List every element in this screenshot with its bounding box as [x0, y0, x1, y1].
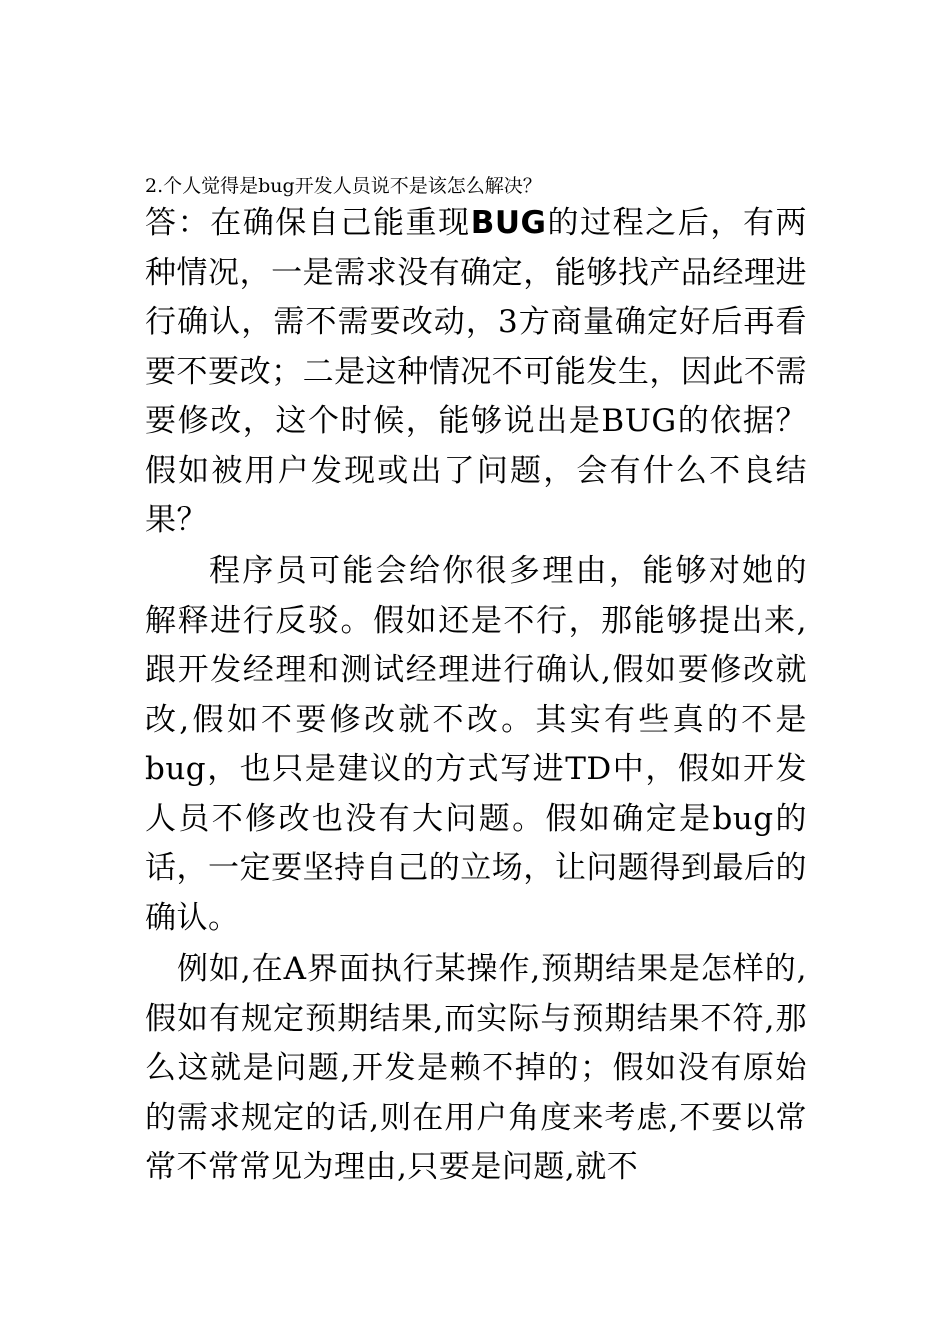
answer-rest: 的过程之后，有两种情况，一是需求没有确定，能够找产品经理进行确认，需不需要改动，3方商量确定好后再看要不要改；二是这种情况不可能发生，因此不需要修改，这个时候，能够说出是BUG的依据？假如被用户发现或出了问题，会有什么不良结果？	[145, 205, 808, 538]
bug-token: BUG	[470, 205, 547, 241]
answer-paragraph	[145, 199, 807, 546]
answer-prefix: 答：在确保自己能重现	[145, 205, 471, 241]
body-paragraph-3: 例如,在A界面执行某操作,预期结果是怎样的,假如有规定预期结果,而实际与预期结果不符,那么这就是问题,开发是赖不掉的；假如没有原始的需求规定的话,则在用户角度来考虑,不要以常常不常常见为理由,只要是问题,就不	[145, 951, 807, 1185]
body-paragraph-2: 程序员可能会给你很多理由，能够对她的解释进行反驳。假如还是不行，那能够提出来,跟开发经理和测试经理进行确认,假如要修改就改,假如不要修改就不改。其实有些真的不是bug，也只是建议的方式写进TD中，假如开发人员不修改也没有大问题。假如确定是bug的话，一定要坚持自己的立场，让问题得到最后的确认。	[145, 553, 807, 936]
question-heading: 2.个人觉得是bug开发人员说不是该怎么解决？	[145, 175, 542, 197]
